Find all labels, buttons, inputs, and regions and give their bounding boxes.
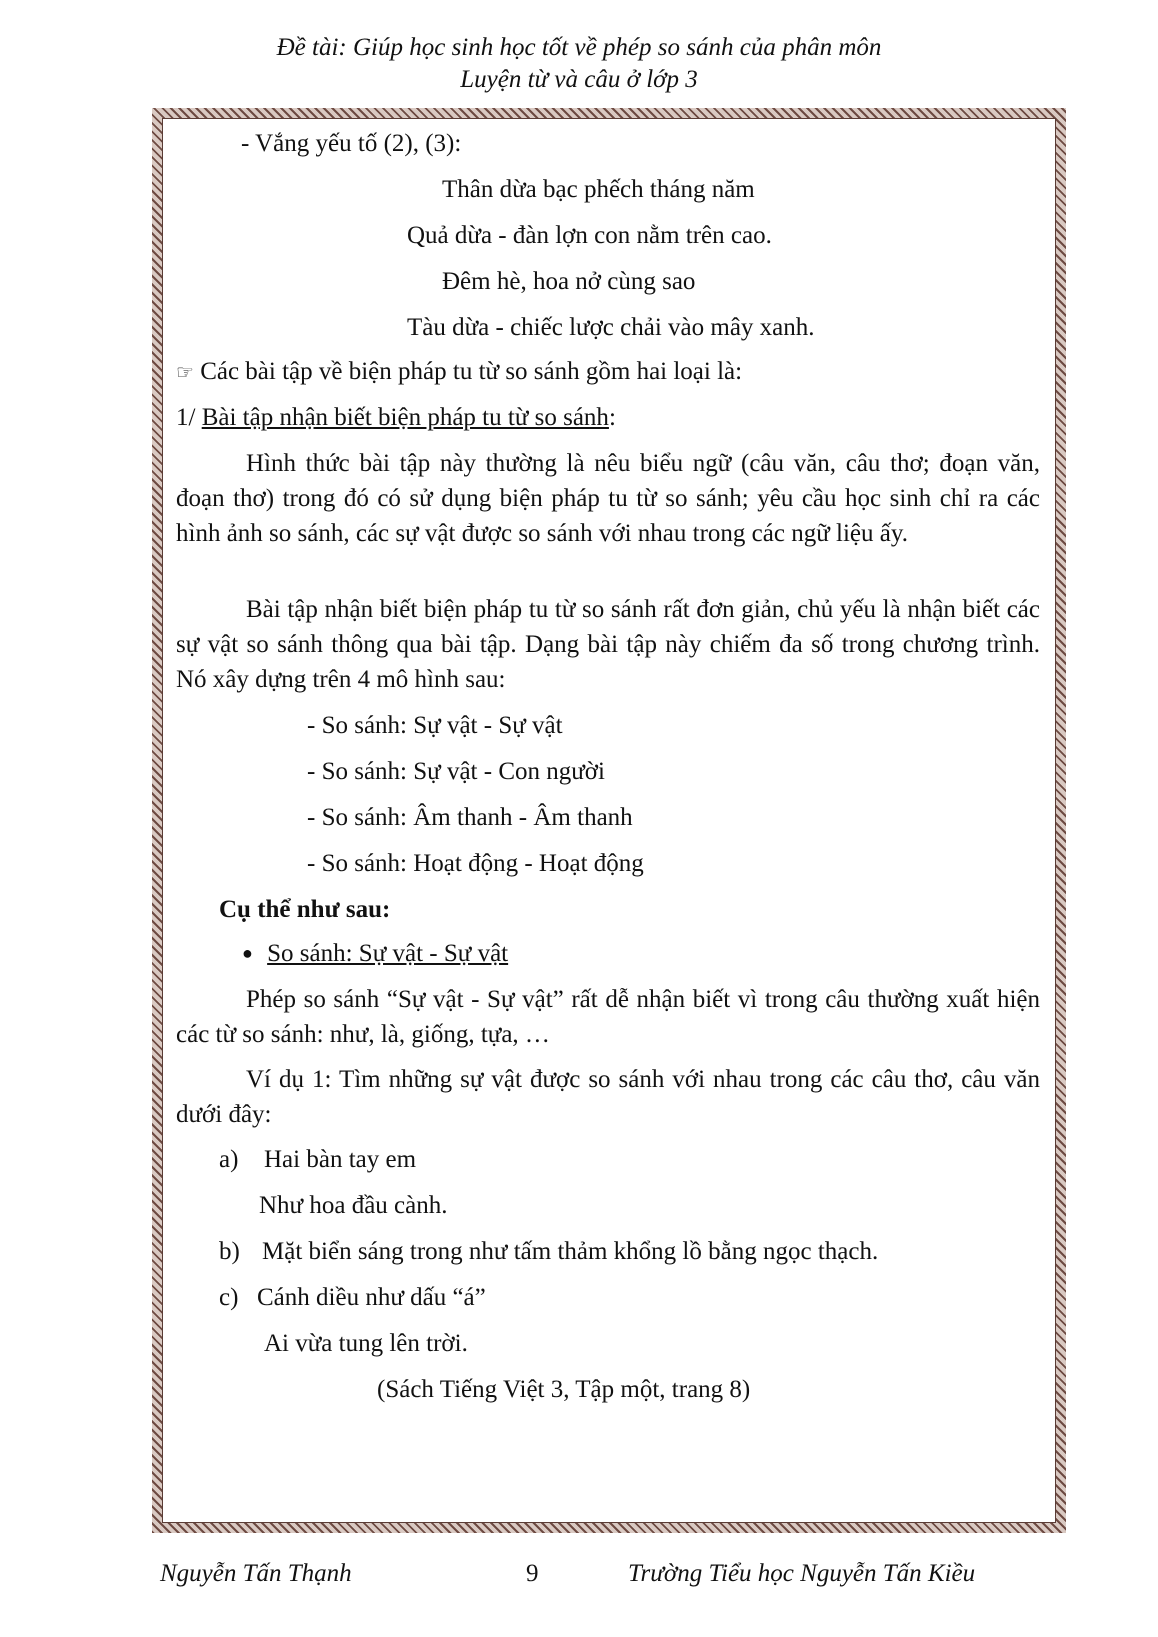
footer-school: Trường Tiểu học Nguyễn Tấn Kiều [628, 1560, 976, 1587]
example-b-text: Mặt biển sáng trong như tấm thảm khổng lồ bằng ngọc thạch. [262, 1238, 879, 1265]
example-c-label: c) [219, 1284, 239, 1311]
section-1-number: 1/ [176, 404, 196, 431]
missing-elements-line: - Vắng yếu tố (2), (3): [241, 130, 462, 157]
bullet-title: So sánh: Sự vật - Sự vật [267, 940, 509, 967]
paragraph-2: Bài tập nhận biết biện pháp tu từ so sánh rất đơn giản, chủ yếu là nhận biết các sự vật so sánh thông qua bài tập. Dạng bài tập này chiếm đa số trong chương trình. Nó xây dựng trên 4 mô hình sau: [176, 596, 1040, 693]
model-4: - So sánh: Hoạt động - Hoạt động [307, 850, 644, 877]
source-citation: (Sách Tiếng Việt 3, Tập một, trang 8) [377, 1376, 751, 1403]
section-1-heading [176, 400, 616, 436]
example-a-label: a) [219, 1146, 239, 1173]
bullet-heading [242, 936, 508, 973]
footer-page-number: 9 [526, 1560, 539, 1587]
header-line-1: Đề tài: Giúp học sinh học tốt về phép so sánh của phân môn [276, 34, 882, 61]
example-c-line-2: Ai vừa tung lên trời. [264, 1330, 468, 1357]
poem-line-4: Tàu dừa - chiếc lược chải vào mây xanh. [407, 314, 815, 341]
model-3: - So sánh: Âm thanh - Âm thanh [307, 804, 633, 831]
model-2: - So sánh: Sự vật - Con người [307, 758, 605, 785]
pointing-hand-icon: ☞ [176, 362, 194, 384]
example-a-line-1: Hai bàn tay em [264, 1146, 417, 1173]
page-header [0, 32, 1158, 96]
model-1: - So sánh: Sự vật - Sự vật [307, 712, 563, 739]
exercise-types-text: Các bài tập về biện pháp tu từ so sánh gồm hai loại là: [200, 358, 743, 385]
paragraph-1: Hình thức bài tập này thường là nêu biểu ngữ (câu văn, câu thơ; đoạn văn, đoạn thơ) trong đó có sử dụng biện pháp tu từ so sánh; yêu cầu học sinh chỉ ra các hình ảnh so sánh, các sự vật được so sánh với nhau trong các ngữ liệu ấy. [176, 450, 1040, 547]
bullet-icon: ● [242, 943, 253, 963]
exercise-types-line [176, 354, 742, 391]
example-c-line-1: Cánh diều như dấu “á” [257, 1284, 486, 1311]
paragraph-3: Phép so sánh “Sự vật - Sự vật” rất dễ nhận biết vì trong câu thường xuất hiện các từ so sánh: như, là, giống, tựa, … [176, 986, 1040, 1048]
example-a-line-2: Như hoa đầu cành. [259, 1192, 448, 1219]
footer-author: Nguyễn Tấn Thạnh [160, 1560, 352, 1587]
example-b-label: b) [219, 1238, 240, 1265]
section-1-title: Bài tập nhận biết biện pháp tu từ so sánh [201, 404, 609, 431]
poem-line-3: Đêm hè, hoa nở cùng sao [442, 268, 696, 295]
poem-line-1: Thân dừa bạc phếch tháng năm [442, 176, 755, 203]
poem-line-2: Quả dừa - đàn lợn con nằm trên cao. [407, 222, 772, 249]
section-1-colon: : [608, 404, 616, 431]
specific-heading: Cụ thể như sau: [219, 896, 391, 923]
header-line-2: Luyện từ và câu ở lớp 3 [460, 66, 698, 93]
paragraph-4: Ví dụ 1: Tìm những sự vật được so sánh với nhau trong các câu thơ, câu văn dưới đây: [176, 1066, 1040, 1128]
